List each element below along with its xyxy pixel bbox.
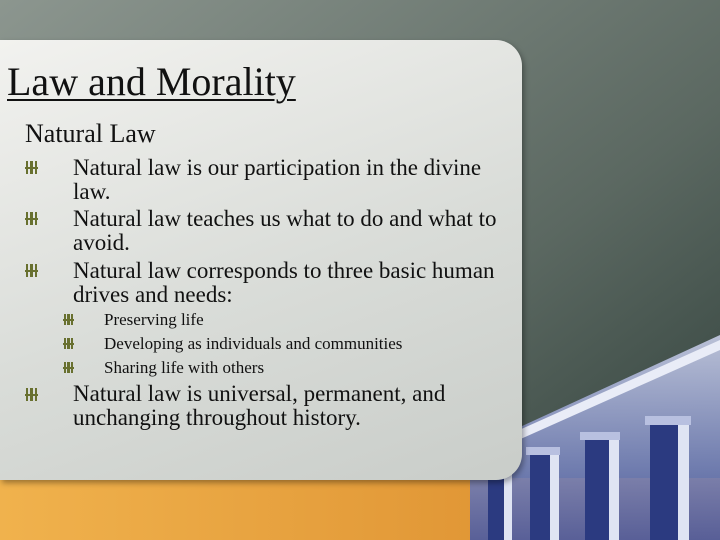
sub-bullet-icon [63, 338, 74, 349]
bullet-item: Natural law is our participation in the divine law. [73, 155, 482, 204]
bullet-icon [25, 212, 38, 225]
bullet-icon [25, 264, 38, 277]
bullet-item: Natural law corresponds to three basic human drives and needs: [73, 258, 495, 307]
sub-bullet-icon [63, 314, 74, 325]
slide-title: Law and Morality [7, 59, 296, 104]
subheading: Natural Law [25, 119, 156, 148]
bullet-icon [25, 388, 38, 401]
sub-bullet-item: Sharing life with others [104, 358, 265, 377]
bullet-item: Natural law teaches us what to do and what to avoid. [73, 206, 497, 255]
bullet-item: Natural law is universal, permanent, and unchanging throughout history. [73, 381, 446, 430]
sub-bullet-item: Developing as individuals and communities [104, 334, 403, 353]
sub-bullet-icon [63, 362, 74, 373]
sub-bullet-item: Preserving life [104, 310, 204, 329]
bullet-icon [25, 161, 38, 174]
